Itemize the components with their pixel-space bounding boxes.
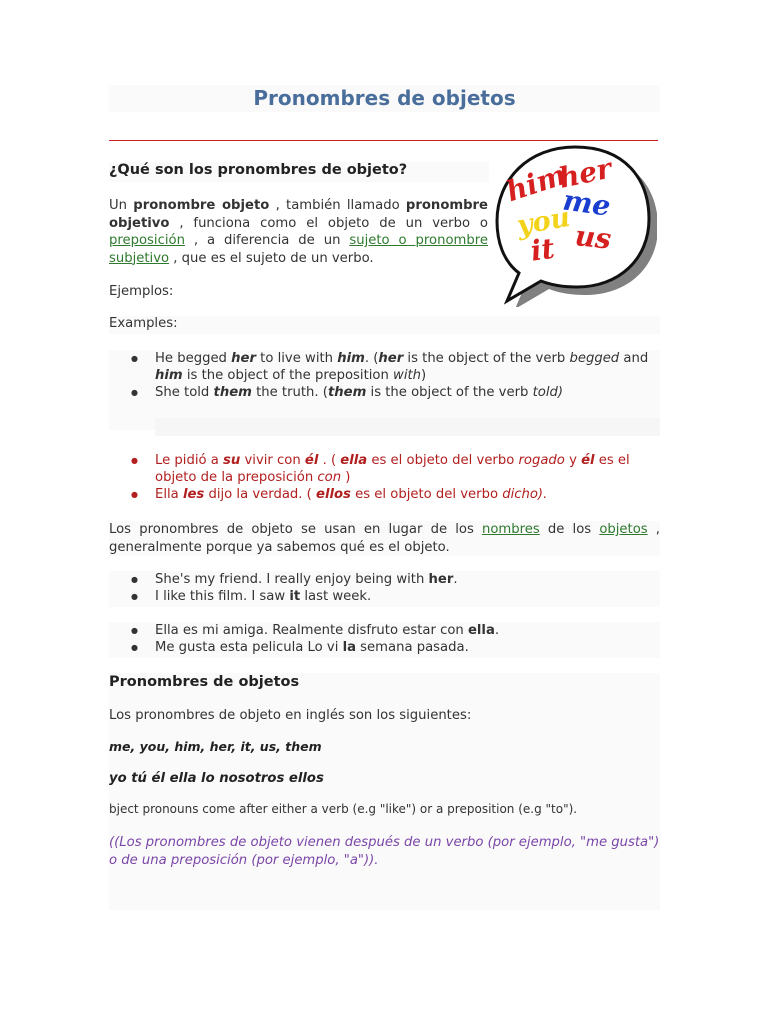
bubble-word-you: you [514, 201, 573, 242]
bubble-word-her: her [555, 151, 615, 195]
list-item: ● I like this film. I saw it last week. [109, 588, 660, 605]
list-item: ● Le pidió a su vivir con él . ( ella es el objeto del verbo rogado y él es el objeto de la preposición con ) [109, 452, 660, 486]
bubble-word-it: it [528, 231, 557, 268]
pronoun-speech-bubble-image [489, 143, 657, 307]
bubble-word-us: us [573, 219, 613, 256]
intro-text: Los pronombres de objeto en inglés son los siguientes: [109, 708, 472, 723]
section-heading-pronombres: Pronombres de objetos [109, 674, 300, 690]
usage-paragraph: Los pronombres de objeto se usan en lugar de los nombres de los objetos , generalmente porque ya sabemos qué es el objeto. [109, 522, 660, 555]
blank-row [155, 418, 660, 436]
spanish-usage-block [109, 622, 660, 658]
page-title: Pronombres de objetos [109, 85, 660, 112]
bubble-word-him: him [502, 157, 571, 209]
list-item: ● Me gusta esta pelicula Lo vi la semana pasada. [109, 639, 660, 656]
section-object-pronouns [109, 673, 660, 910]
link-objetos[interactable]: objetos [599, 522, 648, 537]
definition-paragraph: Un pronombre objeto , también llamado pronombre objetivo , funciona como el objeto de un verbo o preposición , a diferencia de un sujeto o pronombre subjetivo , que es el sujeto de un verbo. [109, 198, 489, 266]
list-item: ● She told them the truth. (them is the object of the verb told) [109, 384, 660, 401]
rule-spanish: ((Los pronombres de objeto vienen después de un verbo (por ejemplo, "me gusta") o de una preposición (por ejemplo, "a")). [109, 835, 660, 868]
spanish-examples-block [109, 452, 660, 503]
spanish-pronoun-list: yo tú él ella lo nosotros ellos [109, 771, 324, 786]
examples-label: Examples: [109, 316, 660, 334]
bubble-word-me: me [560, 183, 613, 223]
english-usage-block [109, 571, 660, 607]
title-divider [109, 140, 658, 141]
link-nombres[interactable]: nombres [481, 522, 540, 537]
list-item: ● Ella les dijo la verdad. ( ellos es el objeto del verbo dicho). [109, 486, 660, 503]
link-preposicion[interactable]: preposición [109, 233, 185, 248]
link-sujeto[interactable]: sujeto o pronombre subjetivo [109, 233, 488, 266]
ejemplos-label: Ejemplos: [109, 284, 174, 299]
list-item: ● Ella es mi amiga. Realmente disfruto estar con ella. [109, 622, 660, 639]
english-pronoun-list: me, you, him, her, it, us, them [109, 739, 322, 754]
rule-english: bject pronouns come after either a verb (e.g "like") or a preposition (e.g "to"). [109, 802, 578, 816]
section-heading-what-are: ¿Qué son los pronombres de objeto? [109, 162, 489, 182]
list-item: ● She's my friend. I really enjoy being with her. [109, 571, 660, 588]
list-item: ● He begged her to live with him. (her is the object of the verb begged and him is the object of the preposition with) [109, 350, 660, 384]
